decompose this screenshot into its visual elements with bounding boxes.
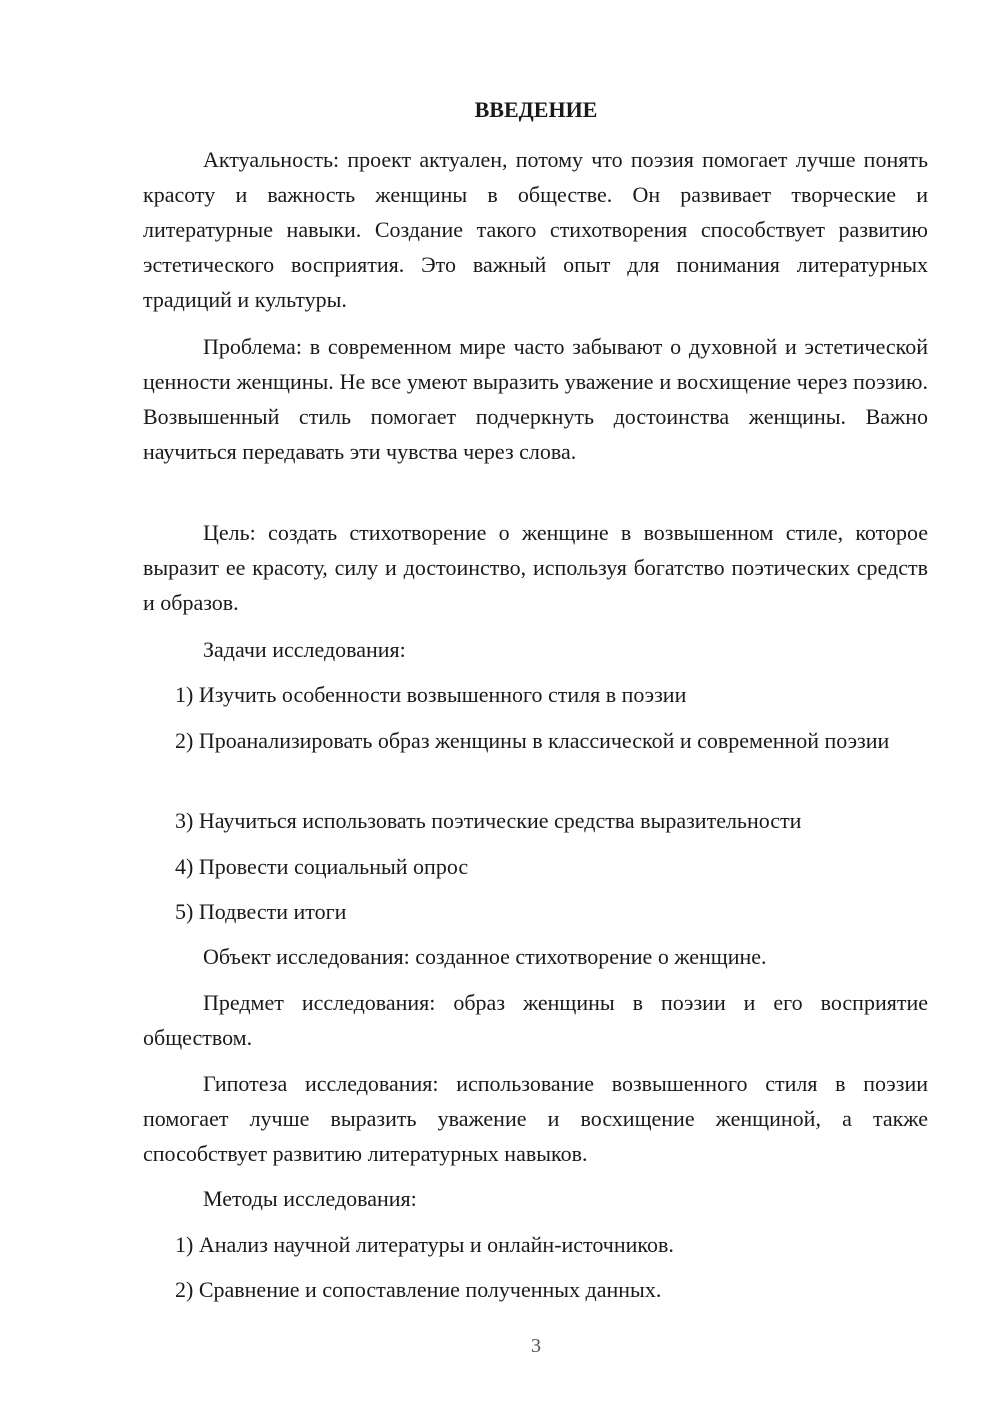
paragraph-object: Объект исследования: созданное стихотворение о женщине.: [203, 944, 767, 969]
list-item-task-5: 5) Подвести итоги: [175, 899, 347, 924]
list-item-task-3: 3) Научиться использовать поэтические средства выразительности: [175, 808, 802, 833]
page-number: 3: [531, 1335, 541, 1357]
paragraph-problem: Проблема: в современном мире часто забывают о духовной и эстетической ценности женщины. Не все умеют выразить уважение и восхищение через поэзию. Возвышенный стиль помогает подчеркнуть достоинства женщины. Важно научиться передавать эти чувства через слова.: [143, 334, 928, 464]
paragraph-hypothesis: Гипотеза исследования: использование возвышенного стиля в поэзии помогает лучше выразить уважение и восхищение женщиной, а также способствует развитию литературных навыков.: [143, 1071, 928, 1166]
paragraph-tasks-heading: Задачи исследования:: [203, 637, 406, 662]
paragraph-relevance: Актуальность: проект актуален, потому что поэзия помогает лучше понять красоту и важность женщины в обществе. Он развивает творческие и литературные навыки. Создание такого стихотворения способствует развитию эстетического восприятия. Это важный опыт для понимания литературных традиций и культуры.: [143, 147, 928, 312]
list-item-task-1: 1) Изучить особенности возвышенного стиля в поэзии: [175, 682, 687, 707]
list-item-method-2: 2) Сравнение и сопоставление полученных данных.: [175, 1277, 662, 1302]
paragraph-subject: Предмет исследования: образ женщины в поэзии и его восприятие обществом.: [143, 990, 928, 1050]
paragraph-goal: Цель: создать стихотворение о женщине в возвышенном стиле, которое выразит ее красоту, силу и достоинство, используя богатство поэтических средств и образов.: [143, 520, 928, 615]
list-item-method-1: 1) Анализ научной литературы и онлайн-источников.: [175, 1232, 674, 1257]
list-item-task-2: 2) Проанализировать образ женщины в классической и современной поэзии: [175, 728, 890, 753]
paragraph-methods-heading: Методы исследования:: [203, 1186, 417, 1211]
page-title: ВВЕДЕНИЕ: [474, 97, 598, 122]
list-item-task-4: 4) Провести социальный опрос: [175, 854, 469, 879]
